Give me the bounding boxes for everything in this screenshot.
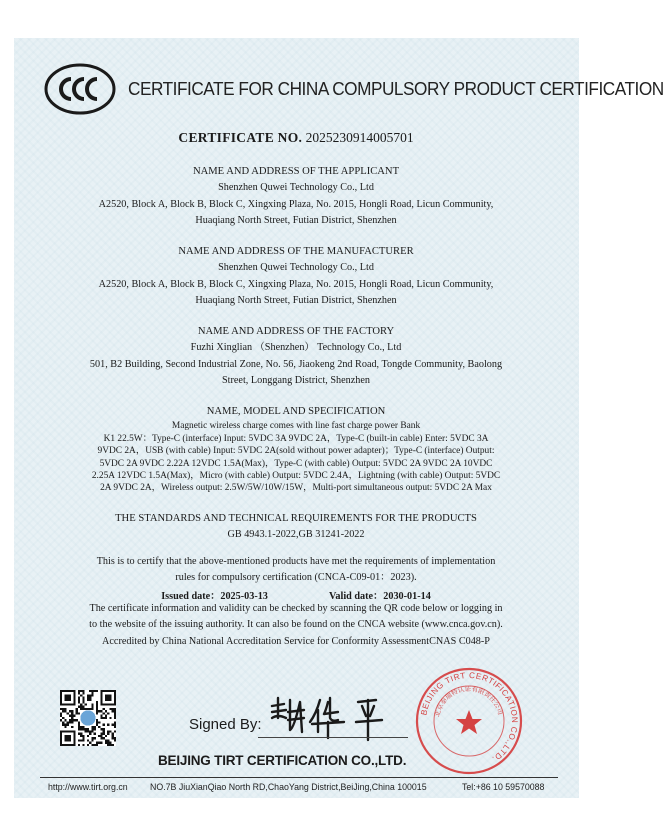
spec-line: 2A 9VDC 2A，Wireless output: 2.5W/5W/10W/15W，Multi-port simultaneous output: 5VDC 2A Max [100, 483, 492, 494]
product-section [40, 404, 552, 495]
factory-heading: NAME AND ADDRESS OF THE FACTORY [197, 326, 395, 337]
spec-line: K1 22.5W：Type-C (interface) Input: 5VDC 3A 9VDC 2A，Type-C (built-in cable) Enter: 5VDC 3A [103, 433, 489, 444]
product-heading: NAME, MODEL AND SPECIFICATION [206, 406, 386, 417]
validity-line1: The certificate information and validity can be checked by scanning the QR code below or logging in [89, 603, 503, 614]
spec-line: 2.25A 12VDC 1.5A(Max)，Micro (with cable) Output: 5VDC 2.4A，Lightning (with cable) Output: 5VDC [91, 471, 501, 482]
seal-outer-text: BEIJING TIRT CERTIFICATION CO.,LTD. [419, 670, 520, 764]
manufacturer-section [40, 244, 552, 310]
issuer-name: BEIJING TIRT CERTIFICATION CO.,LTD. [158, 753, 407, 768]
applicant-name: Shenzhen Quwei Technology Co., Ltd [218, 182, 374, 194]
dates-row [0, 587, 592, 602]
applicant-heading: NAME AND ADDRESS OF THE APPLICANT [192, 166, 400, 177]
footer-phone: Tel:+86 10 59570088 [462, 782, 545, 792]
factory-name: Fuzhi Xinglian （Shenzhen） Technology Co., Ltd [190, 342, 402, 354]
manufacturer-address-line2: Huaqiang North Street, Futian District, Shenzhen [195, 295, 397, 307]
applicant-address-line1: A2520, Block A, Block B, Block C, Xingxing Plaza, No. 2015, Hongli Road, Licun Community, [98, 198, 494, 210]
manufacturer-name: Shenzhen Quwei Technology Co., Ltd [218, 262, 374, 274]
certificate-number-line [0, 130, 592, 146]
handwritten-signature [258, 692, 408, 742]
applicant-section [40, 164, 552, 230]
certify-line1: This is to certify that the above-mentioned products have met the requirements of implementation [96, 556, 496, 567]
factory-section [40, 324, 552, 390]
seal-inner-text: 北京泰瑞特认证有限责任公司 [433, 684, 505, 718]
standards-value: GB 4943.1-2022,GB 31241-2022 [227, 529, 365, 541]
ccc-logo [44, 63, 116, 115]
signed-by-label: Signed By: [189, 716, 262, 733]
applicant-address-line2: Huaqiang North Street, Futian District, Shenzhen [195, 215, 397, 227]
certificate-number: 2025230914005701 [305, 130, 414, 145]
certificate-number-label: CERTIFICATE NO. [178, 130, 303, 145]
standards-heading: THE STANDARDS AND TECHNICAL REQUIREMENTS FOR THE PRODUCTS [115, 513, 477, 524]
factory-address-line2: Street, Longgang District, Shenzhen [222, 375, 370, 387]
certify-line2: rules for compulsory certification (CNCA-C09-01：2023). [175, 572, 417, 584]
valid-date-label: Valid date： [329, 591, 384, 602]
manufacturer-heading: NAME AND ADDRESS OF THE MANUFACTURER [178, 246, 414, 257]
footer-website[interactable]: http://www.tirt.org.cn [48, 782, 128, 792]
factory-address-line1: 501, B2 Building, Second Industrial Zone, No. 56, Jiaokeng 2nd Road, Tongde Community, Baolong [89, 358, 503, 370]
footer-address: NO.7B JiuXianQiao North RD,ChaoYang District,BeiJing,China 100015 [150, 782, 427, 792]
company-seal [414, 666, 524, 776]
validity-line2: to the website of the issuing authority. It can also be found on the CNCA website (www.cnca.gov.cn). [89, 619, 503, 631]
certificate-title: CERTIFICATE FOR CHINA COMPULSORY PRODUCT CERTIFICATION [128, 78, 664, 99]
spec-line: 5VDC 2A 9VDC 2.22A 12VDC 1.5A(Max)，Type-C (with cable) Output: 5VDC 2A 9VDC 2A 10VDC [99, 458, 493, 469]
certify-statement [40, 554, 552, 587]
manufacturer-address-line1: A2520, Block A, Block B, Block C, Xingxing Plaza, No. 2015, Hongli Road, Licun Community, [98, 278, 494, 290]
product-name: Magnetic wireless charge comes with line fast charge power Bank [171, 421, 421, 432]
spec-line: 9VDC 2A，USB (with cable) Input: 5VDC 2A(sold without power adapter)；Type-C (interface) Output: [97, 446, 495, 457]
accreditation-line: Accredited by China National Accreditation Service for Conformity AssessmentCNAS C048-P [102, 635, 490, 647]
validity-statement [40, 601, 552, 650]
issued-date: 2025-03-13 [220, 591, 268, 602]
issued-date-label: Issued date： [161, 591, 221, 602]
standards-section [40, 511, 552, 544]
qr-code[interactable] [60, 690, 116, 746]
signature-line [258, 737, 408, 738]
valid-date: 2030-01-14 [383, 591, 431, 602]
footer-divider [40, 777, 558, 778]
